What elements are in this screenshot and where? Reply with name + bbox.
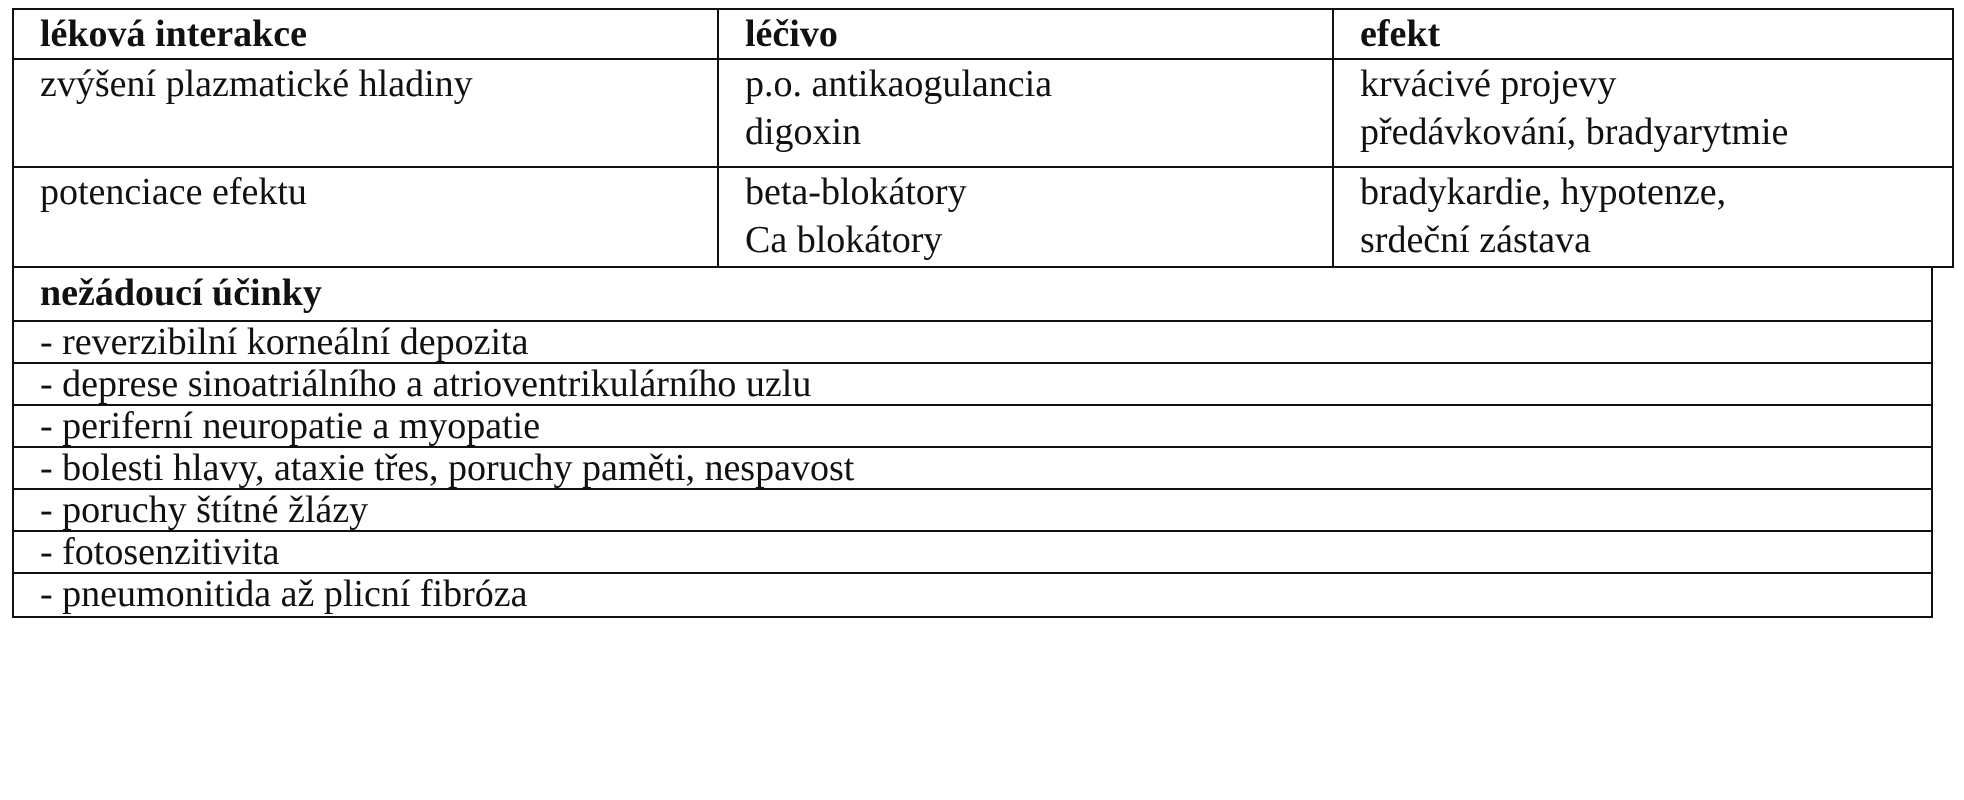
list-item [13, 489, 1932, 531]
table-header-row [13, 9, 1953, 59]
document [12, 8, 1952, 618]
drug-cell [718, 59, 1333, 167]
side-effect-text: - poruchy štítné žlázy [13, 489, 1932, 531]
list-item [13, 573, 1932, 617]
interaction-text: potenciace efektu [40, 171, 307, 213]
effect-text: bradykardie, hypotenze, [1360, 171, 1727, 213]
side-effect-text: - deprese sinoatriálního a atrioventrikulárního uzlu [13, 363, 1932, 405]
side-effects-title-row [13, 266, 1932, 321]
list-item [13, 363, 1932, 405]
side-effects-table [12, 266, 1933, 618]
drug-name: digoxin [745, 111, 862, 153]
side-effect-text: - bolesti hlavy, ataxie třes, poruchy paměti, nespavost [13, 447, 1932, 489]
side-effect-text: - reverzibilní korneální depozita [13, 321, 1932, 363]
effect-text: předávkování, bradyarytmie [1360, 111, 1789, 153]
effect-cell [1333, 59, 1953, 167]
drug-cell [718, 167, 1333, 267]
drug-interactions-table [12, 8, 1954, 268]
effect-cell [1333, 167, 1953, 267]
drug-name: beta-blokátory [745, 171, 967, 213]
drug-name: p.o. antikaogulancia [745, 63, 1053, 105]
side-effects-title: nežádoucí účinky [13, 266, 1932, 321]
interaction-text: zvýšení plazmatické hladiny [40, 63, 473, 105]
drug-name: Ca blokátory [745, 219, 943, 261]
header-interaction: léková interakce [13, 9, 718, 59]
list-item [13, 531, 1932, 573]
effect-text: srdeční zástava [1360, 219, 1592, 261]
side-effect-text: - periferní neuropatie a myopatie [13, 405, 1932, 447]
header-effect: efekt [1333, 9, 1953, 59]
list-item [13, 321, 1932, 363]
table-row [13, 59, 1953, 167]
list-item [13, 405, 1932, 447]
list-item [13, 447, 1932, 489]
side-effect-text: - fotosenzitivita [13, 531, 1932, 573]
side-effect-text: - pneumonitida až plicní fibróza [13, 573, 1932, 617]
interaction-cell [13, 167, 718, 267]
interaction-cell [13, 59, 718, 167]
header-drug: léčivo [718, 9, 1333, 59]
effect-text: krvácivé projevy [1360, 63, 1617, 105]
table-row [13, 167, 1953, 267]
